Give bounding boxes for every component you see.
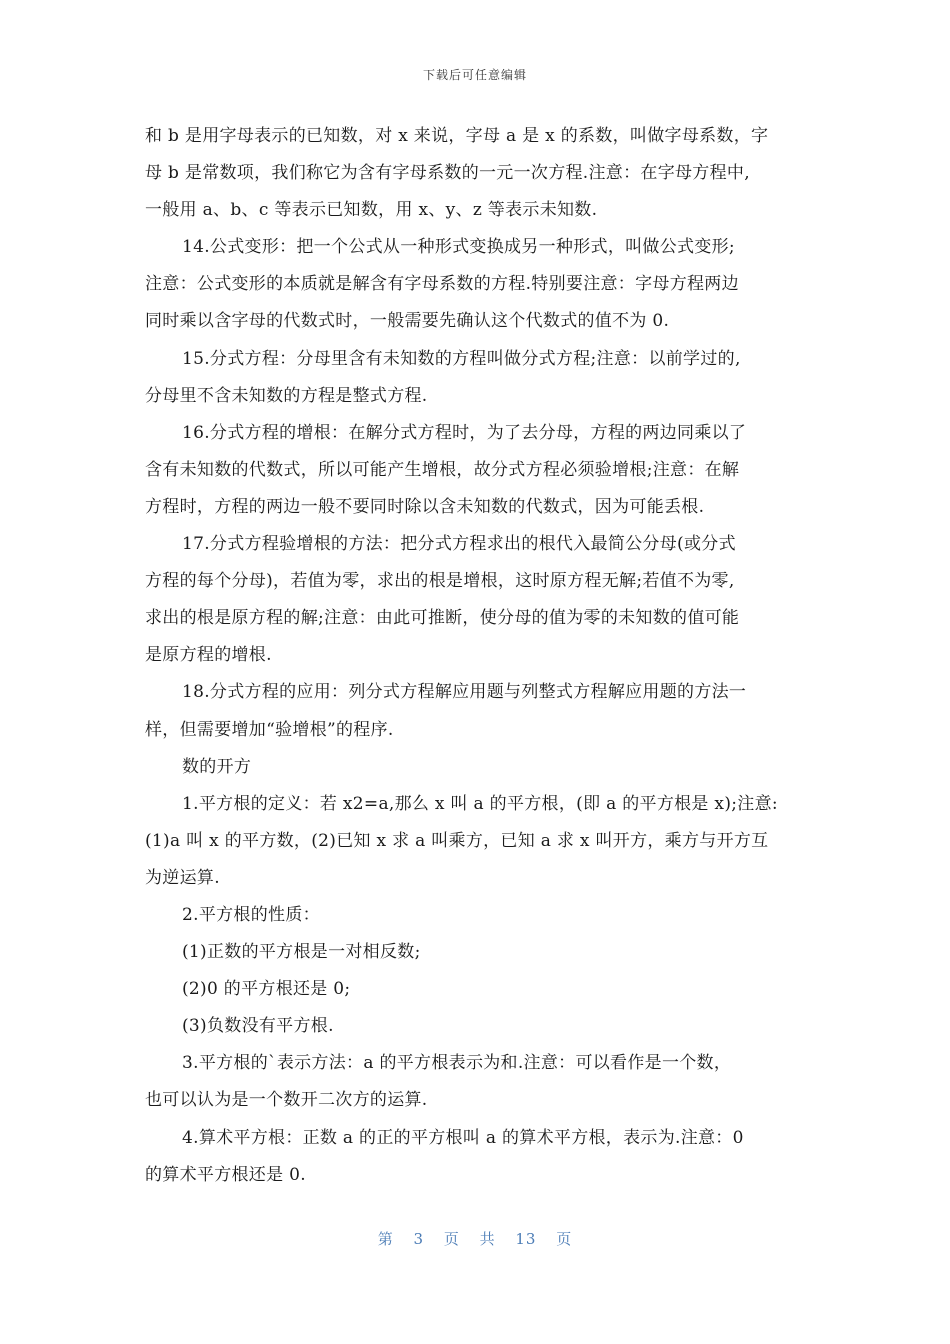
text-line: 母 b 是常数项，我们称它为含有字母系数的一元一次方程.注意：在字母方程中,: [145, 163, 750, 184]
text-line: 3.平方根的`表示方法：a 的平方根表示为和.注意：可以看作是一个数，: [182, 1053, 732, 1074]
text-line: 一般用 a、b、c 等表示已知数，用 x、y、z 等表示未知数.: [145, 200, 598, 221]
text-line: 4.算术平方根：正数 a 的正的平方根叫 a 的算术平方根，表示为.注意：0: [182, 1127, 744, 1148]
text-line: 方程时，方程的两边一般不要同时除以含未知数的代数式，因为可能丢根.: [145, 496, 705, 517]
text-line: 含有未知数的代数式，所以可能产生增根，故分式方程必须验增根;注意：在解: [145, 459, 740, 480]
text-line: 求出的根是原方程的解;注意：由此可推断，使分母的值为零的未知数的值可能: [145, 608, 740, 629]
text-line: 15.分式方程：分母里含有未知数的方程叫做分式方程;注意：以前学过的,: [182, 348, 741, 369]
text-line: (2)0 的平方根还是 0;: [182, 979, 351, 1000]
text-line: 14.公式变形：把一个公式从一种形式变换成另一种形式，叫做公式变形;: [182, 237, 735, 258]
text-line: 是原方程的增根.: [145, 645, 272, 666]
text-line: 2.平方根的性质：: [182, 904, 320, 925]
text-line: 18.分式方程的应用：列分式方程解应用题与列整式方程解应用题的方法一: [182, 682, 747, 703]
text-line: 17.分式方程验增根的方法：把分式方程求出的根代入最简公分母(或分式: [182, 534, 736, 555]
text-line: 1.平方根的定义：若 x2=a,那么 x 叫 a 的平方根，(即 a 的平方根是 x);注意:: [182, 793, 778, 814]
document-body: [145, 118, 815, 1194]
text-line: (3)负数没有平方根.: [182, 1016, 334, 1037]
page-header: 下载后可任意编辑: [422, 68, 527, 82]
text-line: 16.分式方程的增根：在解分式方程时，为了去分母，方程的两边同乘以了: [182, 422, 747, 443]
text-line: 方程的每个分母)，若值为零，求出的根是增根，这时原方程无解;若值不为零,: [145, 571, 735, 592]
text-line: 和 b 是用字母表示的已知数，对 x 来说，字母 a 是 x 的系数，叫做字母系数，字: [145, 126, 769, 146]
text-line: (1)a 叫 x 的平方数，(2)已知 x 求 a 叫乘方，已知 a 求 x 叫开方，乘方与开方互: [145, 830, 769, 851]
text-line: 的算术平方根还是 0.: [145, 1164, 306, 1185]
text-line: 也可以认为是一个数开二次方的运算.: [145, 1090, 428, 1111]
text-line: 为逆运算.: [145, 867, 220, 888]
page-number-footer: 第 3 页 共 13 页: [377, 1230, 573, 1248]
text-line: 注意：公式变形的本质就是解含有字母系数的方程.特别要注意：字母方程两边: [145, 274, 739, 295]
text-line: (1)正数的平方根是一对相反数;: [182, 942, 421, 963]
text-line: 分母里不含未知数的方程是整式方程.: [145, 385, 428, 406]
text-line: 样，但需要增加“验增根”的程序.: [145, 719, 394, 740]
text-line: 同时乘以含字母的代数式时，一般需要先确认这个代数式的值不为 0.: [145, 311, 670, 332]
section-heading: 数的开方: [182, 756, 252, 777]
